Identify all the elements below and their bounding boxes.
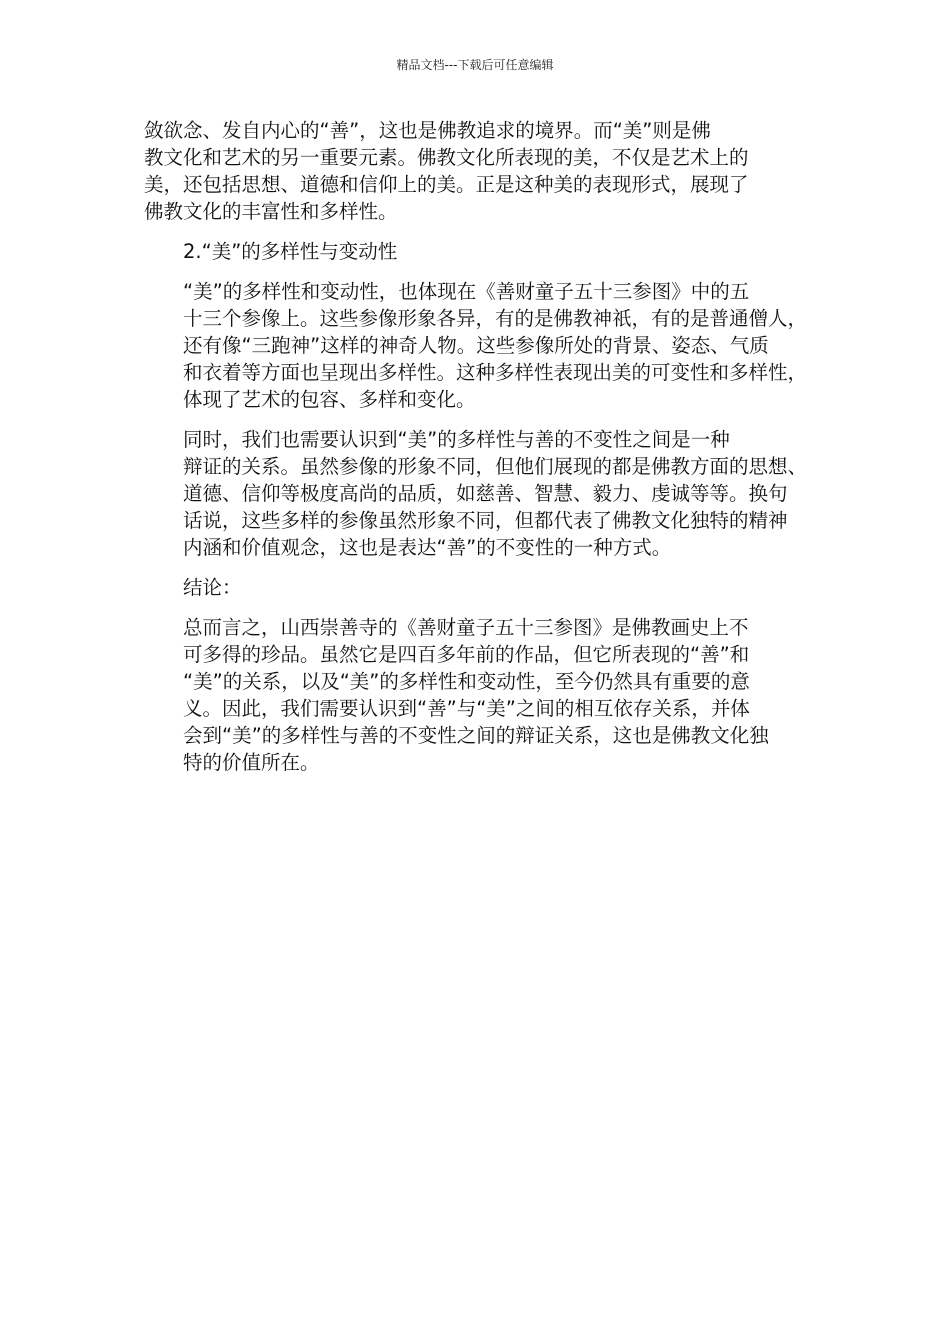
text-line: 还有像“三跑神”这样的神奇人物。这些参像所处的背景、姿态、气质 [183, 334, 769, 357]
text-line: 佛教文化的丰富性和多样性。 [144, 200, 398, 223]
text-line: 十三个参像上。这些参像形象各异，有的是佛教神祇，有的是普通僧人， [183, 307, 808, 330]
section-heading-text: 2.“美”的多样性与变动性 [183, 240, 398, 263]
text-line: 道德、信仰等极度高尚的品质，如慈善、智慧、毅力、虔诚等等。换句 [183, 482, 788, 505]
section-heading [144, 238, 804, 265]
conclusion-heading [144, 574, 804, 601]
text-line: “美”的多样性和变动性，也体现在《善财童子五十三参图》中的五 [183, 280, 750, 303]
text-line: 会到“美”的多样性与善的不变性之间的辩证关系，这也是佛教文化独 [183, 724, 769, 747]
text-line: 辩证的关系。虽然参像的形象不同，但他们展现的都是佛教方面的思想、 [183, 455, 808, 478]
conclusion-heading-text: 结论： [183, 576, 242, 599]
paragraph-continuation [144, 117, 804, 225]
text-line: 敛欲念、发自内心的“善”，这也是佛教追求的境界。而“美”则是佛 [144, 119, 711, 142]
text-line: “美”的关系，以及“美”的多样性和变动性，至今仍然具有重要的意 [183, 670, 750, 693]
text-line: 美，还包括思想、道德和信仰上的美。正是这种美的表现形式，展现了 [144, 173, 749, 196]
text-line: 话说，这些多样的参像虽然形象不同，但都代表了佛教文化独特的精神 [183, 509, 788, 532]
text-line: 可多得的珍品。虽然它是四百多年前的作品，但它所表现的“善”和 [183, 643, 750, 666]
text-line: 内涵和价值观念，这也是表达“善”的不变性的一种方式。 [183, 536, 672, 559]
text-line: 和衣着等方面也呈现出多样性。这种多样性表现出美的可变性和多样性， [183, 361, 808, 384]
paragraph [144, 278, 808, 413]
text-line: 义。因此，我们需要认识到“善”与“美”之间的相互依存关系，并体 [183, 697, 750, 720]
page-header: 精品文档---下载后可任意编辑 [396, 58, 554, 72]
text-line: 同时，我们也需要认识到“美”的多样性与善的不变性之间是一种 [183, 428, 730, 451]
text-line: 特的价值所在。 [183, 751, 320, 774]
paragraph [144, 426, 808, 561]
document-body [144, 117, 808, 776]
text-line: 总而言之，山西崇善寺的《善财童子五十三参图》是佛教画史上不 [183, 616, 749, 639]
text-line: 体现了艺术的包容、多样和变化。 [183, 388, 476, 411]
paragraph [144, 614, 804, 776]
text-line: 教文化和艺术的另一重要元素。佛教文化所表现的美，不仅是艺术上的 [144, 146, 749, 169]
